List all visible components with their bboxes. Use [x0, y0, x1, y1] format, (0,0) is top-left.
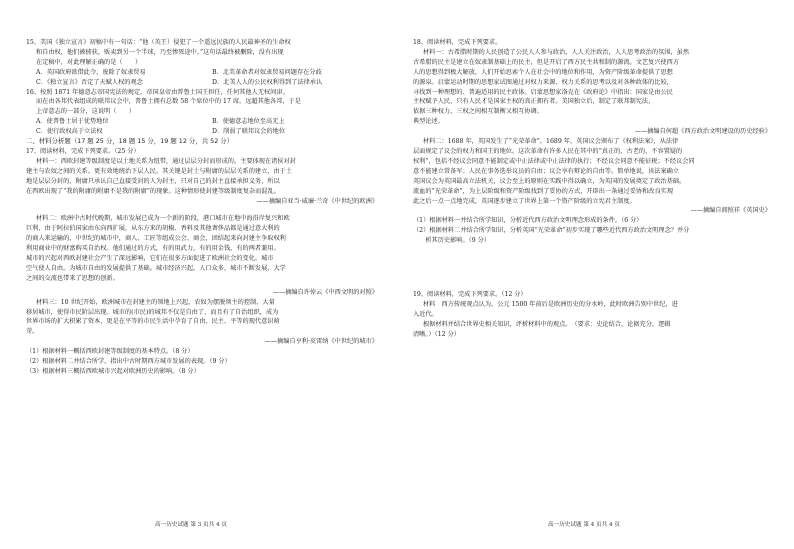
material-line: 材料二：1688 年，英国发生了“光荣革命”。1689 年，英国议会颁布了《权利法案》，从法律 — [423, 138, 679, 146]
material-line: 芽。 — [26, 328, 39, 336]
material-line: 材料二：欧洲中古时代晚期，城市发展已成为一个新的阶段，港口城市在地中海沿岸复兴和欧 — [36, 215, 290, 223]
material-line: 寻找到一种理想的、普遍适用的民主政体。启蒙思想家洛克在《政府论》中指出：国家是由公民 — [413, 88, 673, 96]
requirement-line: （1）根据材料一并结合所学知识，分析近代西方政治文明理念形成的条件。（6 分） — [413, 217, 643, 225]
left-page-column — [26, 38, 378, 377]
requirement-line: （1）根据材料一概括西欧封建等级制度的基本特点。（8 分） — [26, 348, 194, 356]
material-line: 移居城市，使得市民阶层出现。城市的(市民)的城邦不仅是自由了，而且有了自治组织，成为 — [26, 308, 279, 316]
page-footer-right: 高一历史试题 第 4 页共 4 页 — [548, 522, 620, 528]
material-line: 人的思想得到极大解放，人们开始思索个人在社会中的地位和作用，为资产阶级革命提供了思想 — [413, 68, 673, 76]
material-line: 古希腊的民主是建立在奴隶制基础上的民主，但是开启了西方民主共和制的源流。文艺复兴使西方 — [413, 58, 680, 66]
q15-option-a: A．英国政府欲借此令，废除了奴隶贸易 — [36, 68, 146, 76]
requirement-line: 析其历史影响。（9 分） — [413, 237, 491, 245]
material-line: 之间的交流也带来了思想的创新。 — [26, 274, 119, 282]
q15-option-c: C．《独立宣言》否定了天赋人权的观念 — [36, 78, 143, 86]
q19-material: 材料 西方传统观点认为，公元 1500 年前后是欧洲历史的分水岭，此时欧洲告别中世纪，进 — [423, 300, 678, 308]
material-line: 主权赋予人民，只有人民才是国家主权的真正拥有者。美国独立后，制定了联邦制宪法， — [413, 98, 655, 106]
material-source: ——摘编自何超《西方政治文明建设的历史经验》 — [634, 128, 771, 136]
material-source: ——摘编自亨利·皮雷纳《中世纪的城市》 — [264, 338, 378, 346]
q16-line: 16、按照 1871 年德意志帝国宪法的规定，帝国皇帝由普鲁士国王担任，任何其他人无权问津。 — [26, 88, 289, 96]
q18-material-1 — [413, 48, 771, 137]
material-line: 此之后一点一点地完成，英国逐步建立了世界上第一个资产阶级的立宪君主制度。 — [413, 197, 636, 205]
q16-option-d: D．削弱了联邦议会的地位 — [212, 128, 286, 136]
q19-requirement: 根据材料并结合世界史相关知识，评析材料中的观点。 （要求：史论结合，论据充分，逻辑 — [423, 320, 671, 328]
q15-option-b: B．北美革命者对奴隶贸易问题存在分歧 — [212, 68, 322, 76]
q15-options — [26, 68, 378, 88]
material-line: 的源泉。启蒙运动时期的思想家试图通过对权力来源、权力关系的思考以及对各种政体的比较， — [413, 78, 673, 86]
q16-options — [26, 117, 378, 137]
q15-line: 在定稿中，对此理解正确的是（ ） — [36, 58, 142, 66]
q16-option-c: C．使行政权高于立法权 — [36, 128, 103, 136]
q17-title: 17、阅读材料，完成下列要求。（25 分） — [26, 147, 140, 155]
material-line: 材料三：10 世纪开始，欧洲城市在封建主的领地上兴起，农奴为摆脱领主的控制，大量 — [36, 298, 275, 306]
page-footer-left: 高一历史试题 第 3 页共 4 页 — [155, 522, 227, 528]
q17-material-2 — [26, 214, 378, 283]
requirement-line: （2）根据材料二并结合所学知识，分析英国“光荣革命”初步实现了哪些近代西方政治文明理念？并分 — [413, 227, 690, 235]
section-2-heading: 二、材料分析题（17 题 25 分，18 题 15 分，19 题 12 分，共 52 分） — [26, 137, 234, 146]
material-line: 意不能建立常备军；人民在事务选举议员的自由；议会享有辩论的自由等。简单地说，该法案确立 — [413, 167, 680, 175]
material-source: ——摘编自许倬云《中西文明的对照》 — [272, 288, 378, 296]
question-15 — [26, 38, 378, 88]
q19-requirement: 清晰。）（12 分） — [413, 330, 460, 338]
material-line: 利用商业中的财富购买自治权。他们通过的方式，有的用武力，有的用金钱，有的两者兼用。 — [26, 245, 280, 253]
q17-requirements — [26, 347, 378, 377]
material-line: 依据三种权力，三权之间相互制衡又相互协调。 — [413, 108, 543, 116]
q17-material-1 — [26, 157, 378, 207]
material-source: ——摘编自亚当·威廉·兰奇《中世纪的欧洲》 — [256, 197, 378, 205]
requirement-line: （3）根据材料三概括西欧城市兴起对欧洲历史的影响。（8 分） — [26, 368, 200, 375]
material-line: 权利”，包括不经议会同意不能制定或中止法律或中止法律的执行；不经议会同意不能征税；不经议会同 — [413, 157, 695, 165]
q18-title: 18、阅读材料，完成下列要求。 — [413, 39, 502, 46]
material-line: 层面规定了议会的权力和国王的地位。这次革命有许多人民在其中的“真正的、古老的、不容置疑的 — [413, 147, 683, 155]
right-page-column — [413, 38, 771, 340]
material-line: 英国议会为英国最高立法机关，议会至上的原则在实践中得以确立，为英国的发展奠定了政治基础。 — [413, 177, 686, 185]
q18-material-2 — [413, 137, 771, 216]
question-16 — [26, 88, 378, 138]
q19-material: 入近代。 — [413, 310, 438, 318]
material-line: 空气使人自由。为城市自由的发展提供了基础。城市经济兴起，人口众多，城市不断发展，大学 — [26, 264, 286, 272]
q16-line: 而在由各邦代表组成的联邦议会中，普鲁士拥有总数 58 个席位中的 17 席，远超其他各邦，于是 — [36, 98, 301, 106]
material-line: 地是层层分封的，附庸只承认自己直接受封的人为封主，只对自己的封主直接承担义务，所以 — [26, 177, 280, 185]
material-line: 材料一：古希腊时期的人民创造了公民人人参与政治，人人关注政治，人人思考政治的氛围，虽然 — [423, 48, 690, 56]
q17-material-3 — [26, 298, 378, 348]
q15-line: 15、美国《独立宣言》初稿中有一句话：“他（英王）侵犯了一个遥远民族的人民最神圣的生命权 — [26, 39, 291, 46]
requirement-line: （2）根据材料二并结合所学，指出中古时期西方城市发展的表现。（9 分） — [26, 358, 231, 366]
material-line: 典型论述。 — [413, 118, 444, 126]
material-line: 材料一：西欧封建等级制度是以土地关系为纽带，通过层层分封而形成的。主要体现在诸侯对封 — [36, 157, 296, 165]
material-line: 城市的兴起对西欧封建社会产生了深远影响，它们在很多方面促进了欧洲社会的变化。城市 — [26, 255, 274, 263]
material-line: 巨利，由于阿拉伯国家由东向西扩展，从东方来的胡椒、香料及其他奢侈品都是通过意大利的 — [26, 225, 280, 233]
q16-option-b: B．使德意志地位至高无上 — [212, 118, 285, 126]
material-source: ——摘编自阎照祥《英国史》 — [690, 207, 771, 215]
q16-option-a: A．使普鲁士居于优势地位 — [36, 118, 109, 126]
material-line: 的商人来运输的，中世纪的城市中，商人、工匠等组成公会、商会，团结起来向封建主争取权利 — [26, 235, 286, 243]
q18-requirements — [413, 216, 771, 246]
material-line: 世界市场的扩大积累了资本，更是在平等的市民生活中孕育了自由、民主、平等的现代意识萌 — [26, 318, 280, 326]
q15-line: 和自由权，他们被掳获，贩卖到另一个半球，乃至惨死途中。”这句话最终被删除，没有出现 — [36, 48, 284, 56]
q19-title: 19、阅读材料，完成下列要求。（12 分） — [413, 291, 527, 299]
material-line: 在西欧出现了“我的附庸的附庸不是我的附庸”的现象。这种情形使封建等级制度复杂而混乱。 — [26, 187, 280, 195]
q15-option-d: D．北美人人的公民权利得到了法律承认 — [212, 78, 323, 86]
q16-line: 上帝意志的一部分，这说明（ ） — [36, 108, 135, 116]
material-line: 流血的“光荣革命”，为上层阶级和资产阶级找到了妥协的方式，开辟出一条通过妥协和改良实现 — [413, 187, 674, 195]
material-line: 建主与农奴之间的关系。更有效地统治下层人民。其关键是封土与附庸的层层关系的建立，由于土 — [26, 167, 293, 175]
